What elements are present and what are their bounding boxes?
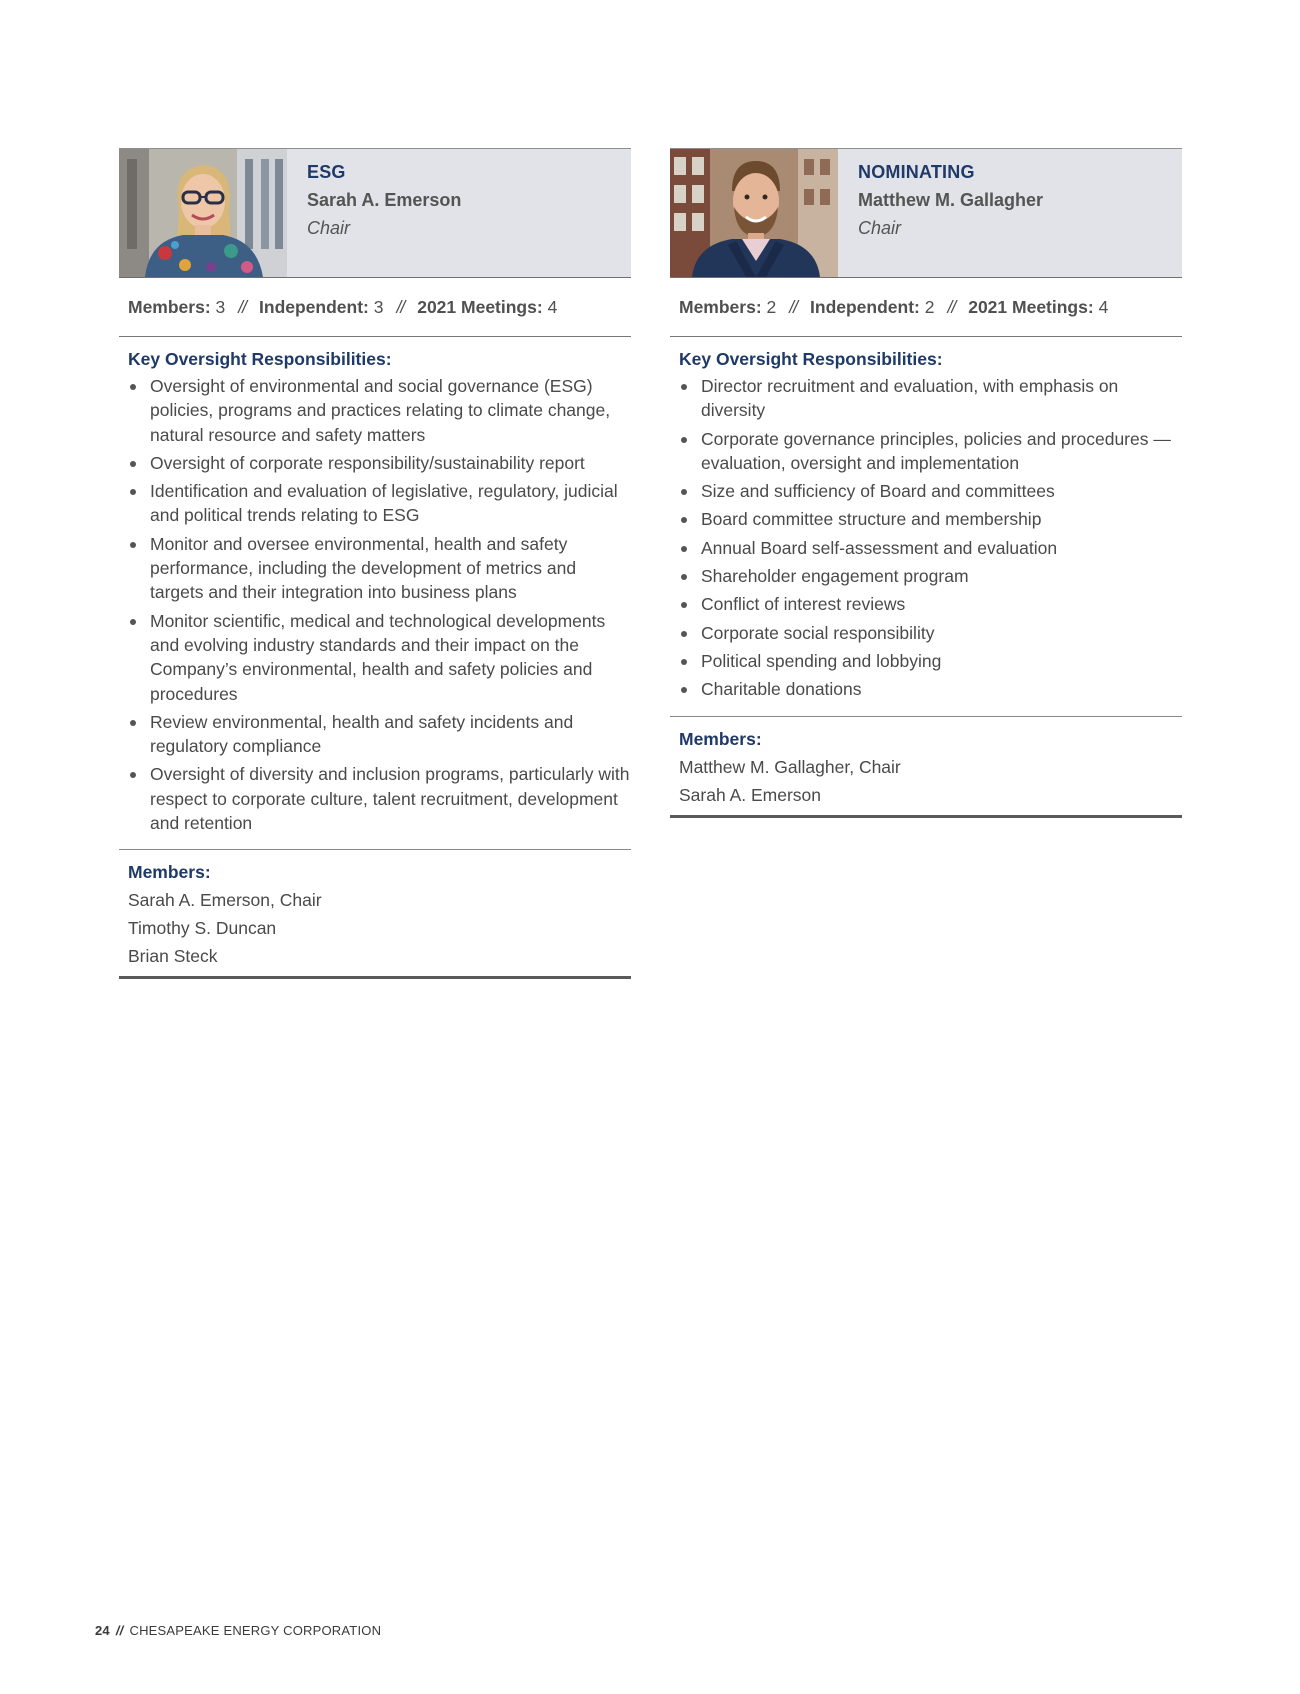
members-count: 3 [215, 296, 226, 317]
stats-separator: // [238, 296, 247, 317]
page-footer [95, 1623, 381, 1638]
list-item: Conflict of interest reviews [679, 592, 1182, 616]
list-item: Monitor scientific, medical and technological developments and evolving industry standards and their impact on the Company’s environmental, health and safety policies and procedures [128, 609, 631, 706]
list-item: Corporate social responsibility [679, 621, 1182, 645]
list-item: Charitable donations [679, 677, 1182, 701]
responsibilities-title: Key Oversight Responsibilities: [128, 349, 392, 369]
chair-title: Chair [858, 218, 902, 238]
list-item: Monitor and oversee environmental, health and safety performance, including the development of metrics and targets and their integration into business plans [128, 532, 631, 605]
meetings-label: 2021 Meetings: [968, 296, 1094, 317]
page-number: 24 [95, 1623, 110, 1638]
chair-name: Matthew M. Gallagher [858, 190, 1044, 210]
committee-card-esg [119, 148, 631, 979]
chair-photo-image [670, 149, 838, 277]
meetings-count: 4 [1098, 296, 1109, 317]
responsibilities-title: Key Oversight Responsibilities: [679, 349, 943, 369]
stats-separator: // [789, 296, 798, 317]
member-name: Timothy S. Duncan [128, 918, 277, 939]
members-label: Members: [128, 296, 211, 317]
responsibilities-list [679, 374, 1182, 702]
list-item: Shareholder engagement program [679, 564, 1182, 588]
footer-separator: // [115, 1623, 124, 1638]
list-item: Director recruitment and evaluation, with emphasis on diversity [679, 374, 1182, 423]
members-list [128, 888, 631, 968]
members-section [670, 717, 1182, 818]
members-label: Members: [679, 296, 762, 317]
chair-title: Chair [307, 218, 351, 238]
list-item: Oversight of corporate responsibility/sustainability report [128, 451, 631, 475]
chair-photo [119, 149, 287, 277]
committee-header [119, 148, 631, 278]
stats-separator: // [396, 296, 405, 317]
committee-stats [119, 278, 631, 337]
list-item: Annual Board self-assessment and evaluation [679, 536, 1182, 560]
committee-card-nominating [670, 148, 1182, 818]
list-item: Identification and evaluation of legislative, regulatory, judicial and political trends relating to ESG [128, 479, 631, 528]
list-item: Board committee structure and membership [679, 507, 1182, 531]
chair-name: Sarah A. Emerson [307, 190, 462, 210]
list-item: Size and sufficiency of Board and committees [679, 479, 1182, 503]
list-item: Corporate governance principles, policies and procedures — evaluation, oversight and implementation [679, 427, 1182, 476]
members-count: 2 [766, 296, 777, 317]
member-name: Matthew M. Gallagher, Chair [679, 756, 901, 777]
committee-name: ESG [307, 162, 346, 182]
members-section [119, 850, 631, 979]
independent-count: 2 [924, 296, 935, 317]
independent-count: 3 [373, 296, 384, 317]
members-title: Members: [679, 728, 762, 749]
list-item: Review environmental, health and safety incidents and regulatory compliance [128, 710, 631, 759]
chair-photo-image [119, 149, 287, 277]
member-name: Sarah A. Emerson, Chair [128, 890, 322, 911]
independent-label: Independent: [259, 296, 369, 317]
meetings-label: 2021 Meetings: [417, 296, 543, 317]
committee-header [670, 148, 1182, 278]
member-name: Sarah A. Emerson [679, 784, 822, 805]
meetings-count: 4 [547, 296, 558, 317]
responsibilities-section [670, 337, 1182, 717]
responsibilities-list [128, 374, 631, 835]
company-name: CHESAPEAKE ENERGY CORPORATION [129, 1623, 382, 1638]
list-item: Oversight of diversity and inclusion programs, particularly with respect to corporate culture, talent recruitment, development and retention [128, 762, 631, 835]
committee-name: NOMINATING [858, 162, 975, 182]
committee-stats [670, 278, 1182, 337]
members-list [679, 755, 1182, 807]
member-name: Brian Steck [128, 946, 218, 967]
stats-separator: // [947, 296, 956, 317]
list-item: Political spending and lobbying [679, 649, 1182, 673]
members-title: Members: [128, 862, 211, 883]
responsibilities-section [119, 337, 631, 850]
list-item: Oversight of environmental and social governance (ESG) policies, programs and practices relating to climate change, natural resource and safety matters [128, 374, 631, 447]
chair-photo [670, 149, 838, 277]
independent-label: Independent: [810, 296, 920, 317]
